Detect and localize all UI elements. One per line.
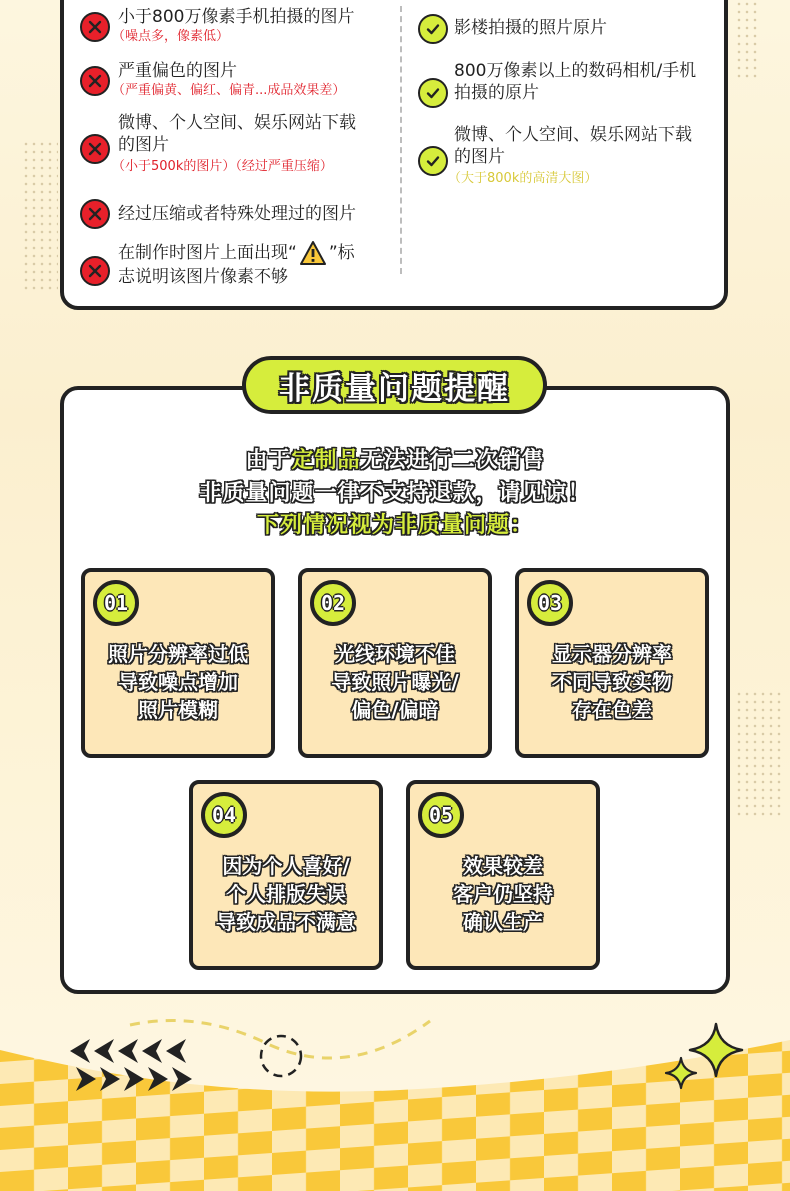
notice-line-3: 下列情况视为非质量问题： — [256, 513, 533, 538]
good-item-note: （大于800k的高清大图） — [448, 171, 598, 186]
good-item-text-line2: 拍摄的原片 — [454, 83, 539, 103]
case-text — [410, 852, 596, 936]
case-text — [519, 640, 705, 724]
case-line: 显示器分辨率 — [552, 642, 672, 666]
notice-line-1 — [0, 443, 790, 474]
bad-item-text-line2: 志说明该图片像素不够 — [118, 267, 288, 287]
bad-item-text — [118, 240, 355, 266]
quality-comparison-card — [60, 0, 728, 310]
case-line: 效果较差 — [463, 854, 543, 878]
x-mark-icon — [80, 134, 110, 164]
card-divider — [400, 6, 402, 274]
bad-item-text-line2: 的图片 — [118, 135, 169, 155]
good-item-text: 800万像素以上的数码相机/手机 — [454, 61, 697, 81]
check-mark-icon — [418, 78, 448, 108]
bad-item-text: 严重偏色的图片 — [118, 61, 237, 81]
good-item-text: 微博、个人空间、娱乐网站下载 — [454, 125, 692, 145]
dot-pattern-right — [735, 690, 785, 820]
bad-item-text-a: 在制作时图片上面出现“ — [118, 243, 297, 263]
x-mark-icon — [80, 256, 110, 286]
case-line: 偏色/偏暗 — [351, 698, 439, 722]
bad-item-note: （严重偏黄、偏红、偏青...成品效果差） — [112, 83, 346, 98]
bad-item-text: 经过压缩或者特殊处理过的图片 — [118, 204, 356, 224]
case-line: 不同导致实物 — [552, 670, 672, 694]
sparkle-icon — [664, 1056, 698, 1090]
x-mark-icon — [80, 199, 110, 229]
case-line: 导致噪点增加 — [118, 670, 238, 694]
dot-pattern-left — [22, 140, 58, 290]
x-mark-icon — [80, 66, 110, 96]
case-line: 导致成品不满意 — [216, 910, 356, 934]
case-line: 个人排版失误 — [226, 882, 346, 906]
case-number: 02 — [310, 580, 356, 626]
case-card — [189, 780, 383, 970]
check-mark-icon — [418, 14, 448, 44]
case-line: 确认生产 — [463, 910, 543, 934]
good-item-text-line2: 的图片 — [454, 147, 505, 167]
notice-text: 无法进行二次销售 — [360, 448, 545, 473]
case-number: 05 — [418, 792, 464, 838]
good-item-text: 影楼拍摄的照片原片 — [454, 18, 607, 38]
case-card — [515, 568, 709, 758]
notice-text: 由于 — [245, 448, 292, 473]
case-number: 03 — [527, 580, 573, 626]
case-line: 客户仍坚持 — [453, 882, 553, 906]
case-text — [85, 640, 271, 724]
case-line: 存在色差 — [572, 698, 652, 722]
notice-line-2: 非质量问题一律不支持退款，请见谅！ — [199, 481, 591, 506]
case-text — [302, 640, 488, 724]
case-line: 照片分辨率过低 — [108, 642, 248, 666]
dot-pattern-right-top — [735, 0, 757, 80]
dashed-circle-icon — [258, 1033, 304, 1079]
check-mark-icon — [418, 146, 448, 176]
bad-item-text: 小于800万像素手机拍摄的图片 — [118, 7, 355, 27]
case-line: 导致照片曝光/ — [331, 670, 459, 694]
bad-item-text: 微博、个人空间、娱乐网站下载 — [118, 113, 356, 133]
case-card — [298, 568, 492, 758]
section-title: 非质量问题提醒 — [242, 356, 547, 414]
case-number: 04 — [201, 792, 247, 838]
bad-item-note: （小于500k的图片）（经过严重压缩） — [112, 159, 333, 174]
x-mark-icon — [80, 12, 110, 42]
case-line: 照片模糊 — [138, 698, 218, 722]
arrow-icon-row-right — [72, 1064, 196, 1094]
case-text — [193, 852, 379, 936]
notice-highlight: 定制品 — [291, 448, 361, 473]
warning-icon — [299, 240, 327, 266]
case-line: 光线环境不佳 — [335, 642, 455, 666]
case-number: 01 — [93, 580, 139, 626]
case-card — [81, 568, 275, 758]
case-card — [406, 780, 600, 970]
case-line: 因为个人喜好/ — [222, 854, 350, 878]
arrow-icon-row-left — [66, 1036, 190, 1066]
bad-item-note: （噪点多，像素低） — [112, 29, 230, 44]
bad-item-text-b: ”标 — [328, 243, 355, 263]
